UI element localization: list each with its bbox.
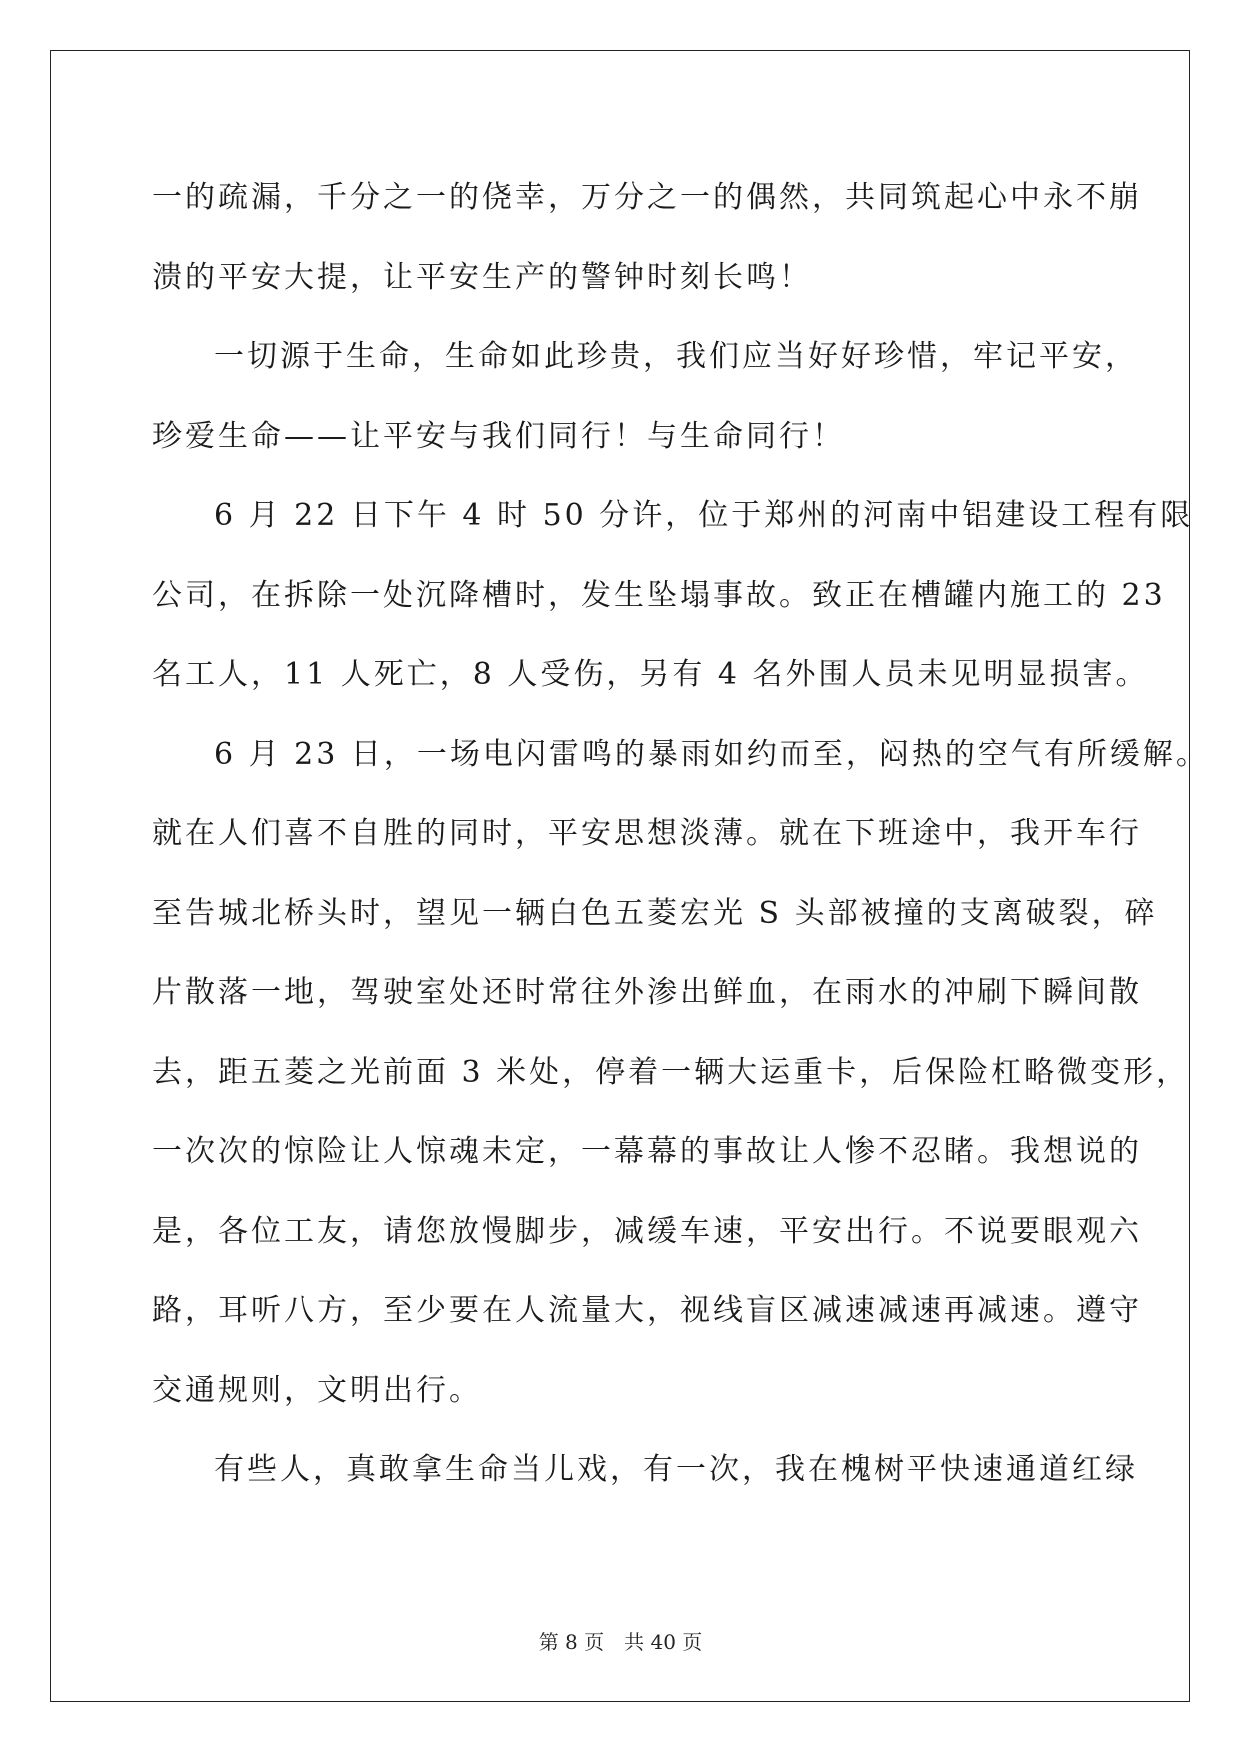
text-line: 6 月 22 日下午 4 时 50 分许，位于郑州的河南中铝建设工程有限 bbox=[214, 498, 1194, 533]
text-line: 交通规则，文明出行。 bbox=[152, 1372, 482, 1408]
text-line: 就在人们喜不自胜的同时，平安思想淡薄。就在下班途中，我开车行 bbox=[152, 816, 1142, 851]
text-line: 路，耳听八方，至少要在人流量大，视线盲区减速减速再减速。遵守 bbox=[152, 1293, 1142, 1328]
paragraph-1 bbox=[152, 158, 1142, 317]
text-line: 是，各位工友，请您放慢脚步，减缓车速，平安出行。不说要眼观六 bbox=[152, 1213, 1142, 1249]
text-line: 去，距五菱之光前面 3 米处，停着一辆大运重卡，后保险杠略微变形， bbox=[152, 1054, 1190, 1090]
text-line: 至告城北桥头时，望见一辆白色五菱宏光 S 头部被撞的支离破裂，碎 bbox=[152, 895, 1158, 931]
text-line: 有些人，真敢拿生命当儿戏，有一次，我在槐树平快速通道红绿 bbox=[214, 1452, 1138, 1487]
text-line: 珍爱生命——让平安与我们同行！与生命同行！ bbox=[152, 418, 845, 454]
text-line: 片散落一地，驾驶室处还时常往外渗出鲜血，在雨水的冲刷下瞬间散 bbox=[152, 975, 1142, 1010]
paragraph-2 bbox=[152, 317, 1138, 476]
page-number: 第 8 页 共 40 页 bbox=[538, 1630, 703, 1654]
text-line: 公司，在拆除一处沉降槽时，发生坠塌事故。致正在槽罐内施工的 23 bbox=[152, 577, 1166, 613]
paragraph-5 bbox=[152, 1430, 1138, 1510]
text-line: 一次次的惊险让人惊魂未定，一幕幕的事故让人惨不忍睹。我想说的 bbox=[152, 1134, 1142, 1169]
page-footer bbox=[0, 1628, 1241, 1656]
text-line: 溃的平安大提，让平安生产的警钟时刻长鸣！ bbox=[152, 259, 812, 295]
text-line: 一的疏漏，千分之一的侥幸，万分之一的偶然，共同筑起心中永不崩 bbox=[152, 180, 1142, 215]
document-body bbox=[152, 158, 1209, 1510]
paragraph-4 bbox=[152, 715, 1209, 1431]
text-line: 一切源于生命，生命如此珍贵，我们应当好好珍惜，牢记平安， bbox=[214, 339, 1138, 374]
paragraph-3 bbox=[152, 476, 1194, 715]
text-line: 名工人，11 人死亡，8 人受伤，另有 4 名外围人员未见明显损害。 bbox=[152, 657, 1149, 692]
text-line: 6 月 23 日，一场电闪雷鸣的暴雨如约而至，闷热的空气有所缓解。 bbox=[214, 736, 1209, 772]
